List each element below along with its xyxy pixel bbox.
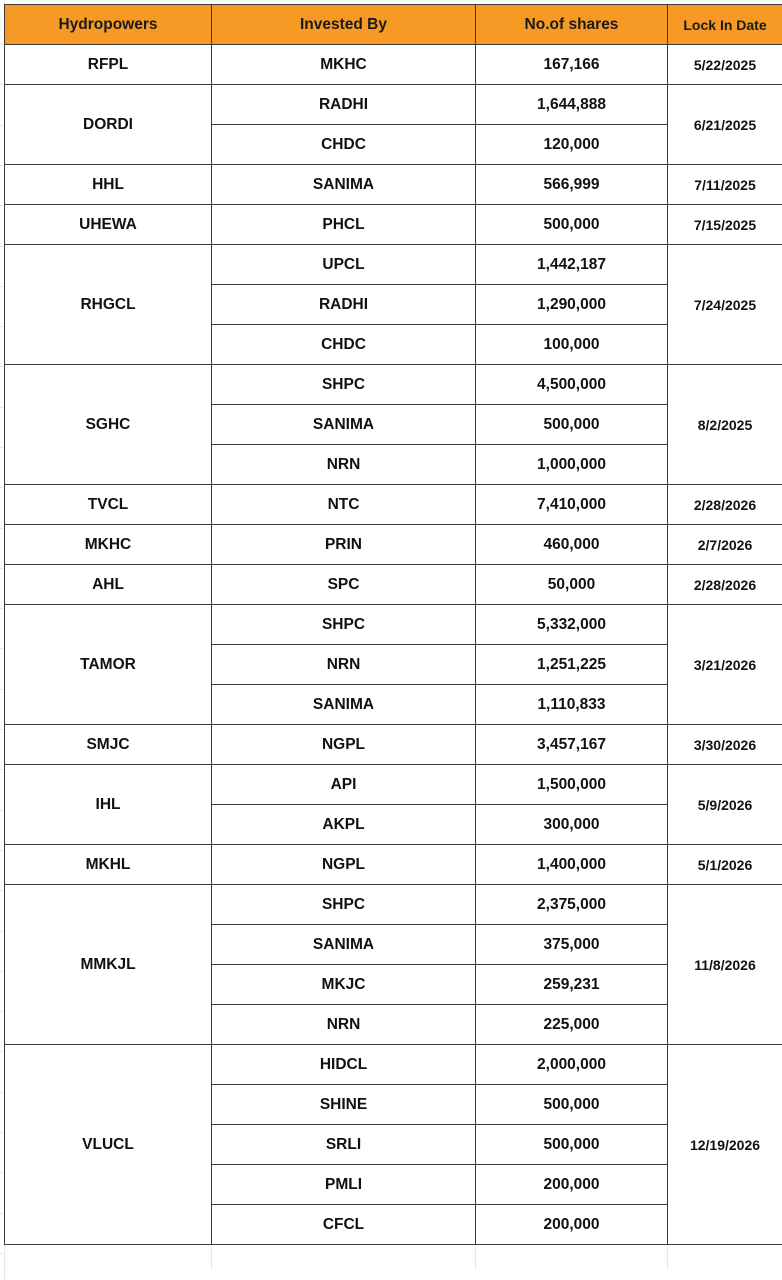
shares-cell[interactable]: 2,000,000	[476, 1045, 668, 1085]
lock-in-table	[4, 4, 782, 1269]
investor-cell[interactable]: NTC	[212, 485, 476, 525]
gutter-tick	[0, 850, 3, 851]
lock-in-date-cell[interactable]: 8/2/2025	[668, 365, 782, 485]
gutter-tick	[0, 246, 3, 247]
shares-cell[interactable]: 500,000	[476, 205, 668, 245]
table-row	[5, 725, 782, 765]
investor-cell[interactable]: MKHC	[212, 45, 476, 85]
gutter-tick	[0, 810, 3, 811]
gutter-tick	[0, 447, 3, 448]
investor-cell[interactable]: SHPC	[212, 365, 476, 405]
gutter-tick	[0, 44, 3, 45]
hydropower-cell[interactable]: SMJC	[5, 725, 212, 765]
shares-cell[interactable]: 1,110,833	[476, 685, 668, 725]
gutter-tick	[0, 125, 3, 126]
shares-cell[interactable]: 1,442,187	[476, 245, 668, 285]
shares-cell[interactable]: 375,000	[476, 925, 668, 965]
investor-cell[interactable]: NRN	[212, 445, 476, 485]
shares-cell[interactable]: 100,000	[476, 325, 668, 365]
investor-cell[interactable]: CHDC	[212, 325, 476, 365]
shares-cell[interactable]: 2,375,000	[476, 885, 668, 925]
lock-in-date-cell[interactable]: 6/21/2025	[668, 85, 782, 165]
gutter-tick	[0, 648, 3, 649]
gutter-tick	[0, 769, 3, 770]
table-row	[5, 525, 782, 565]
gutter-tick	[0, 487, 3, 488]
table-row	[5, 845, 782, 885]
investor-cell[interactable]: CFCL	[212, 1205, 476, 1245]
gutter-tick	[0, 931, 3, 932]
gutter-tick	[0, 366, 3, 367]
gutter-tick	[0, 971, 3, 972]
investor-cell[interactable]: SANIMA	[212, 405, 476, 445]
gutter-tick	[0, 1092, 3, 1093]
shares-cell[interactable]: 50,000	[476, 565, 668, 605]
gutter-tick	[0, 1011, 3, 1012]
gutter-tick	[0, 286, 3, 287]
lock-in-date-cell[interactable]: 2/28/2026	[668, 485, 782, 525]
shares-cell[interactable]: 460,000	[476, 525, 668, 565]
shares-cell[interactable]: 500,000	[476, 405, 668, 445]
table-row	[5, 605, 782, 645]
table-row	[5, 485, 782, 525]
investor-cell[interactable]: UPCL	[212, 245, 476, 285]
table-body	[5, 45, 782, 1270]
hydropower-cell[interactable]: MKHL	[5, 845, 212, 885]
investor-cell[interactable]: SHINE	[212, 1085, 476, 1125]
gutter-tick	[0, 608, 3, 609]
investor-cell[interactable]: SANIMA	[212, 685, 476, 725]
table-row	[5, 765, 782, 805]
gutter-tick	[0, 528, 3, 529]
lock-in-date-cell[interactable]: 2/7/2026	[668, 525, 782, 565]
lock-in-date-cell[interactable]: 5/9/2026	[668, 765, 782, 845]
investor-cell[interactable]: RADHI	[212, 285, 476, 325]
gutter-tick	[0, 1253, 3, 1254]
header-row	[5, 5, 782, 45]
empty-cell[interactable]	[212, 1245, 476, 1270]
gutter-tick	[0, 689, 3, 690]
investor-cell[interactable]: NGPL	[212, 845, 476, 885]
shares-cell[interactable]: 167,166	[476, 45, 668, 85]
shares-cell[interactable]: 3,457,167	[476, 725, 668, 765]
hydropower-cell[interactable]: HHL	[5, 165, 212, 205]
investor-cell[interactable]: SPC	[212, 565, 476, 605]
lock-in-date-cell[interactable]: 11/8/2026	[668, 885, 782, 1045]
hydropower-cell[interactable]: UHEWA	[5, 205, 212, 245]
hydropower-cell[interactable]: DORDI	[5, 85, 212, 165]
table-row	[5, 45, 782, 85]
gutter-tick	[0, 1213, 3, 1214]
investor-cell[interactable]: AKPL	[212, 805, 476, 845]
table-row	[5, 565, 782, 605]
shares-cell[interactable]: 200,000	[476, 1165, 668, 1205]
investor-cell[interactable]: NRN	[212, 645, 476, 685]
gutter-tick	[0, 1132, 3, 1133]
header-hydropowers[interactable]: Hydropowers	[5, 5, 212, 45]
hydropower-cell[interactable]: RHGCL	[5, 245, 212, 365]
lock-in-date-cell[interactable]: 7/11/2025	[668, 165, 782, 205]
header-invested-by[interactable]: Invested By	[212, 5, 476, 45]
shares-cell[interactable]: 7,410,000	[476, 485, 668, 525]
investor-cell[interactable]: SANIMA	[212, 165, 476, 205]
lock-in-date-cell[interactable]: 3/30/2026	[668, 725, 782, 765]
table-row	[5, 365, 782, 405]
shares-cell[interactable]: 1,500,000	[476, 765, 668, 805]
shares-cell[interactable]: 1,000,000	[476, 445, 668, 485]
hydropower-cell[interactable]: MMKJL	[5, 885, 212, 1045]
empty-cell[interactable]	[476, 1245, 668, 1270]
lock-in-date-cell[interactable]: 5/22/2025	[668, 45, 782, 85]
shares-cell[interactable]: 1,251,225	[476, 645, 668, 685]
gutter-tick	[0, 205, 3, 206]
table-row	[5, 85, 782, 125]
shares-cell[interactable]: 500,000	[476, 1085, 668, 1125]
gutter-tick	[0, 1172, 3, 1173]
shares-cell[interactable]: 1,644,888	[476, 85, 668, 125]
shares-cell[interactable]: 225,000	[476, 1005, 668, 1045]
table-row	[5, 165, 782, 205]
hydropower-cell[interactable]: VLUCL	[5, 1045, 212, 1245]
hydropower-cell[interactable]: IHL	[5, 765, 212, 845]
lock-in-date-cell[interactable]: 5/1/2026	[668, 845, 782, 885]
lock-in-date-cell[interactable]: 2/28/2026	[668, 565, 782, 605]
shares-cell[interactable]: 566,999	[476, 165, 668, 205]
gutter-tick	[0, 84, 3, 85]
investor-cell[interactable]: PMLI	[212, 1165, 476, 1205]
shares-cell[interactable]: 120,000	[476, 125, 668, 165]
hydropower-cell[interactable]: TVCL	[5, 485, 212, 525]
investor-cell[interactable]: CHDC	[212, 125, 476, 165]
investor-cell[interactable]: NGPL	[212, 725, 476, 765]
investor-cell[interactable]: PRIN	[212, 525, 476, 565]
investor-cell[interactable]: SHPC	[212, 885, 476, 925]
hydropower-cell[interactable]: TAMOR	[5, 605, 212, 725]
shares-cell[interactable]: 4,500,000	[476, 365, 668, 405]
investor-cell[interactable]: SHPC	[212, 605, 476, 645]
empty-cell[interactable]	[668, 1245, 782, 1270]
investor-cell[interactable]: HIDCL	[212, 1045, 476, 1085]
investor-cell[interactable]: API	[212, 765, 476, 805]
investor-cell[interactable]: RADHI	[212, 85, 476, 125]
gutter-tick	[0, 326, 3, 327]
investor-cell[interactable]: PHCL	[212, 205, 476, 245]
shares-cell[interactable]: 500,000	[476, 1125, 668, 1165]
lock-in-date-cell[interactable]: 7/15/2025	[668, 205, 782, 245]
header-shares[interactable]: No.of shares	[476, 5, 668, 45]
header-lock-in-date[interactable]: Lock In Date	[668, 5, 782, 45]
table-row	[5, 885, 782, 925]
hydropower-cell[interactable]: SGHC	[5, 365, 212, 485]
shares-cell[interactable]: 300,000	[476, 805, 668, 845]
table-row	[5, 245, 782, 285]
empty-cell[interactable]	[5, 1245, 212, 1270]
hydropower-cell[interactable]: MKHC	[5, 525, 212, 565]
table-row	[5, 205, 782, 245]
shares-cell[interactable]: 5,332,000	[476, 605, 668, 645]
shares-cell[interactable]: 200,000	[476, 1205, 668, 1245]
investor-cell[interactable]: SANIMA	[212, 925, 476, 965]
gutter-tick	[0, 729, 3, 730]
shares-cell[interactable]: 1,290,000	[476, 285, 668, 325]
investor-cell[interactable]: SRLI	[212, 1125, 476, 1165]
gutter-tick	[0, 568, 3, 569]
gutter-tick	[0, 1051, 3, 1052]
hydropower-cell[interactable]: AHL	[5, 565, 212, 605]
lock-in-date-cell[interactable]: 3/21/2026	[668, 605, 782, 725]
table-row	[5, 1045, 782, 1085]
gutter-tick	[0, 890, 3, 891]
lock-in-date-cell[interactable]: 12/19/2026	[668, 1045, 782, 1245]
lock-in-date-cell[interactable]: 7/24/2025	[668, 245, 782, 365]
investor-cell[interactable]: NRN	[212, 1005, 476, 1045]
shares-cell[interactable]: 1,400,000	[476, 845, 668, 885]
empty-row	[5, 1245, 782, 1270]
shares-cell[interactable]: 259,231	[476, 965, 668, 1005]
investor-cell[interactable]: MKJC	[212, 965, 476, 1005]
hydropower-cell[interactable]: RFPL	[5, 45, 212, 85]
gutter-tick	[0, 407, 3, 408]
gutter-tick	[0, 165, 3, 166]
